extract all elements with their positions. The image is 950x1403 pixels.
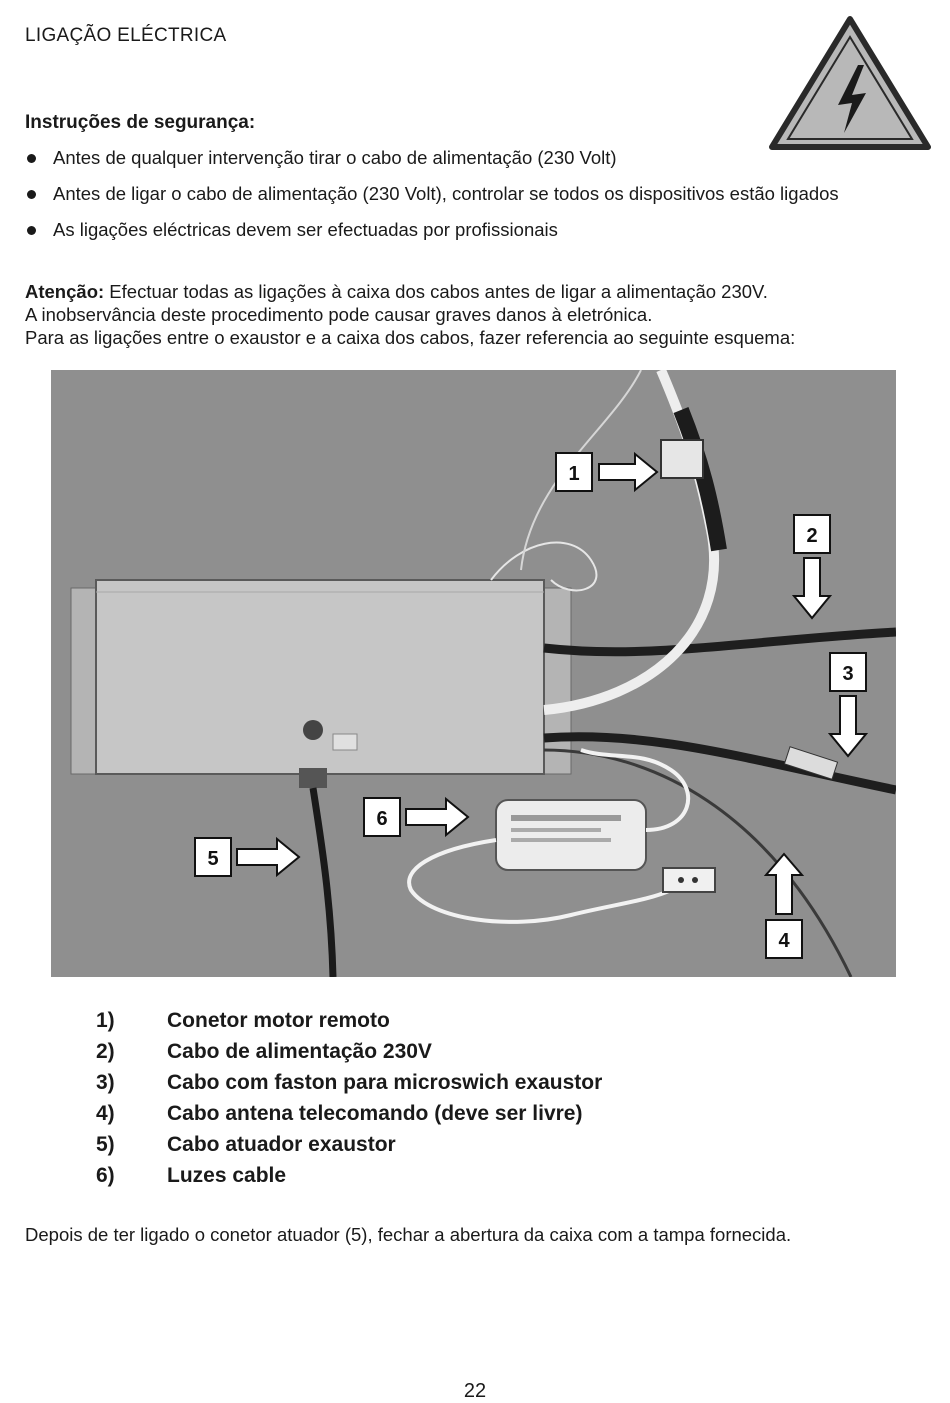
attention-line: Para as ligações entre o exaustor e a caixa dos cabos, fazer referencia ao seguinte esquema: <box>25 327 796 348</box>
attention-label: Atenção: <box>25 281 105 302</box>
legend-item: 4) Cabo antena telecomando (deve ser livre) <box>96 1102 583 1125</box>
callout-label-3: 3 <box>842 663 854 685</box>
legend-item: 5) Cabo atuador exaustor <box>96 1133 396 1156</box>
callout-label-5: 5 <box>207 848 219 870</box>
callout-label-1: 1 <box>568 463 580 485</box>
safety-item: As ligações eléctricas devem ser efectuadas por profissionais <box>25 218 839 254</box>
wiring-photo <box>51 370 896 977</box>
legend-item: 1) Conetor motor remoto <box>96 1009 390 1032</box>
electrical-hazard-icon <box>768 15 932 151</box>
attention-line: A inobservância deste procedimento pode causar graves danos à eletrónica. <box>25 304 653 325</box>
safety-list <box>25 146 839 254</box>
page-title: LIGAÇÃO ELÉCTRICA <box>25 25 227 46</box>
callout-label-2: 2 <box>806 525 818 547</box>
legend-item: 2) Cabo de alimentação 230V <box>96 1040 432 1063</box>
safety-item: Antes de ligar o cabo de alimentação (230 Volt), controlar se todos os dispositivos estão ligados <box>25 182 839 218</box>
safety-heading: Instruções de segurança: <box>25 112 256 133</box>
bullet-icon <box>27 154 36 163</box>
attention-line: Atenção: Efectuar todas as ligações à caixa dos cabos antes de ligar a alimentação 230V. <box>25 281 768 302</box>
bullet-icon <box>27 190 36 199</box>
bullet-icon <box>27 226 36 235</box>
callout-label-4: 4 <box>778 930 790 952</box>
legend-item: 6) Luzes cable <box>96 1164 287 1187</box>
page-number: 22 <box>463 1380 487 1402</box>
legend-item: 3) Cabo com faston para microswich exaustor <box>96 1071 603 1094</box>
closing-instruction: Depois de ter ligado o conetor atuador (5), fechar a abertura da caixa com a tampa fornecida. <box>25 1224 792 1245</box>
attention-block <box>25 280 795 349</box>
component-legend <box>96 1008 602 1194</box>
safety-item: Antes de qualquer intervenção tirar o cabo de alimentação (230 Volt) <box>25 146 839 182</box>
callout-label-6: 6 <box>376 808 388 830</box>
